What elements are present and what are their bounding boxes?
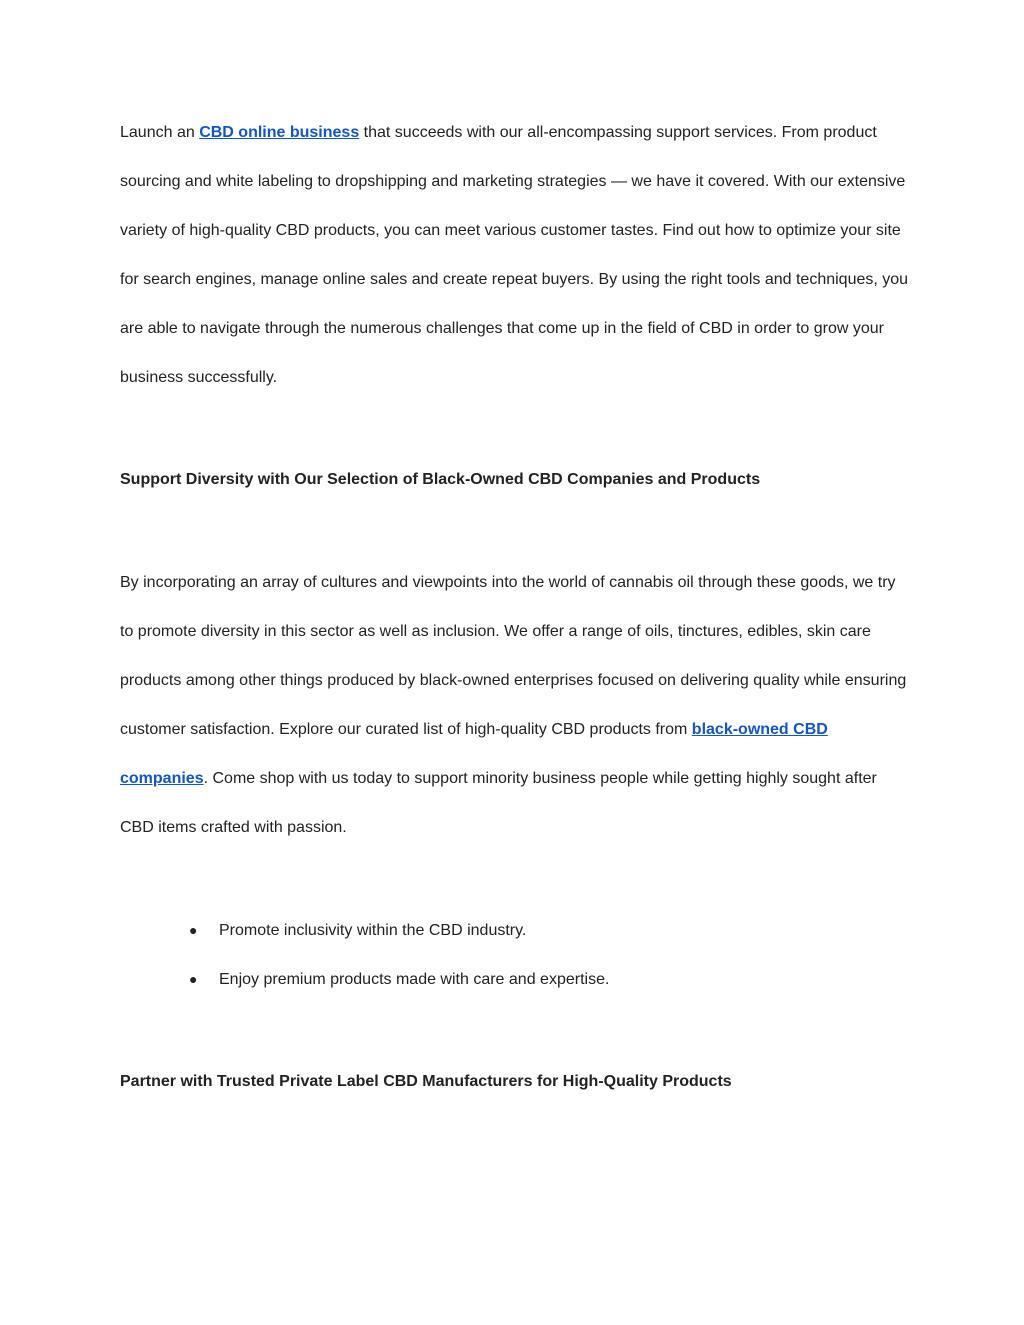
list-item-text: Enjoy premium products made with care and expertise. — [219, 971, 610, 988]
intro-body-text: that succeeds with our all-encompassing support services. From product sourcing and white labeling to dropshipping and marketing strategies — we have it covered. With our extensive variety of high-quality CBD products, you can meet various customer tastes. Find out how to optimize your site for search engines, manage online sales and create repeat buyers. By using the right tools and techniques, you are able to navigate through the numerous challenges that come up in the field of CBD in order to grow your business successfully. — [120, 124, 909, 386]
intro-lead-text: Launch an — [120, 124, 200, 141]
list-item — [120, 955, 910, 1004]
benefits-list — [120, 906, 910, 1004]
list-item — [120, 906, 910, 955]
diversity-paragraph — [120, 558, 910, 852]
list-item-text: Promote inclusivity within the CBD industry. — [219, 922, 527, 939]
bullet-icon: ● — [189, 922, 198, 938]
section-heading-diversity: Support Diversity with Our Selection of Black-Owned CBD Companies and Products — [120, 471, 761, 488]
diversity-tail-text: . Come shop with us today to support minority business people while getting highly sought after CBD items crafted with passion. — [120, 770, 877, 836]
diversity-body-text: By incorporating an array of cultures and viewpoints into the world of cannabis oil through these goods, we try to promote diversity in this sector as well as inclusion. We offer a range of oils, tinctures, edibles, skin care products among other things produced by black-owned enterprises focused on delivering quality while ensuring customer satisfaction. Explore our curated list of high-quality CBD products from — [120, 574, 907, 738]
bullet-icon: ● — [189, 971, 198, 987]
cbd-online-business-link[interactable]: CBD online business — [199, 124, 360, 141]
intro-paragraph — [120, 108, 910, 402]
black-owned-cbd-companies-link[interactable]: black-owned CBD companies — [120, 721, 828, 787]
section-heading-private-label: Partner with Trusted Private Label CBD Manufacturers for High-Quality Products — [120, 1073, 732, 1090]
